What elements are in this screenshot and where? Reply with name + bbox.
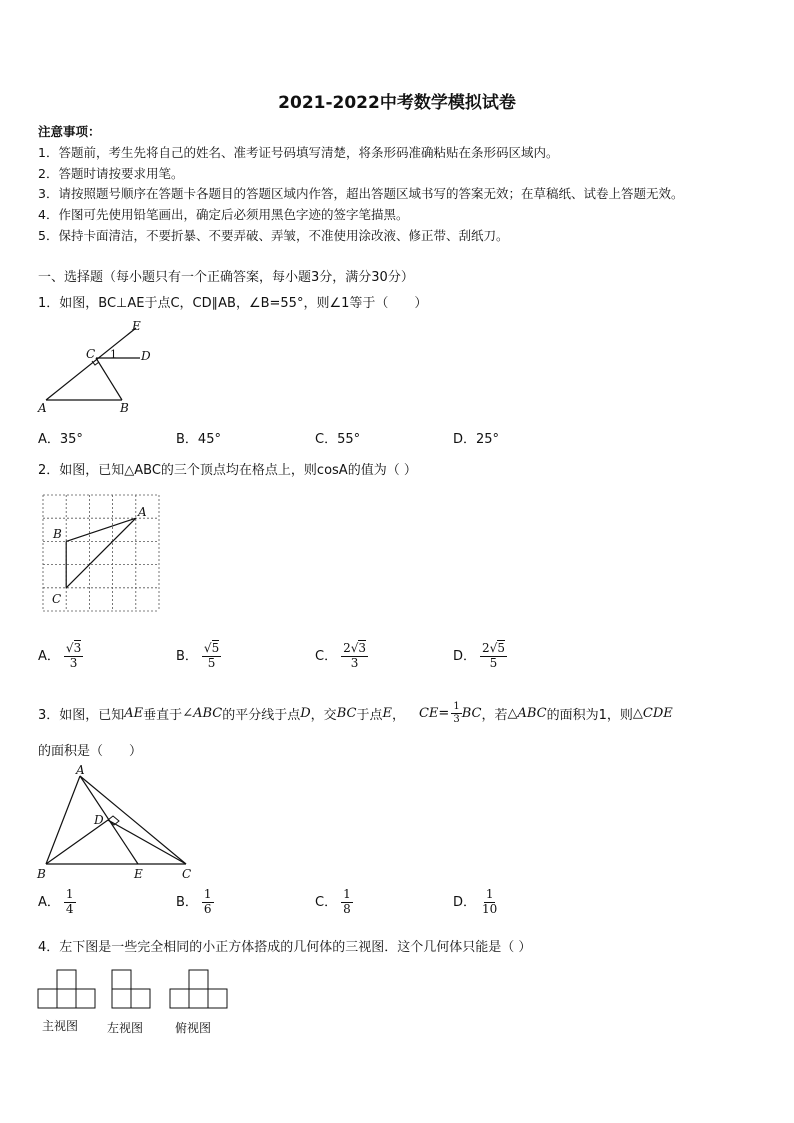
q1-option-d: D．25° [453, 432, 500, 447]
front-view [38, 970, 95, 1008]
q2-option-a: A． $\frac{√3}{3}$ [38, 641, 82, 670]
label-c: C [52, 592, 62, 606]
left-view [112, 970, 150, 1008]
q1-option-b: B．45° [176, 432, 221, 447]
note-item: 2．答题时请按要求用笔。 [38, 166, 184, 181]
q4-three-views [36, 966, 236, 1016]
side-ac [66, 518, 136, 588]
question-2-stem: 2．如图，已知△ABC的三个顶点均在格点上，则cosA的值为（ ） [38, 463, 417, 478]
label-b: B [37, 867, 46, 881]
top-view [170, 970, 227, 1008]
label-c: C [86, 347, 96, 361]
q3-option-a: A． $\frac{1}{4}$ [38, 887, 74, 916]
left-view-label: 左视图 [107, 1021, 144, 1035]
line-bc [96, 358, 122, 400]
front-view-label: 主视图 [42, 1019, 79, 1033]
label-e: E [134, 867, 143, 881]
label-b: B [53, 527, 62, 541]
top-view-label: 俯视图 [175, 1021, 212, 1035]
label-angle-1: 1 [110, 348, 117, 361]
q1-option-a: A．35° [38, 432, 83, 447]
label-a: A [138, 505, 147, 519]
segment-dc [108, 820, 186, 864]
question-3-stem: 3．如图，已知 AE 垂直于 ∠ABC 的平分线于点 D ，交 BC 于点 E ， CE = $\frac{1}{3}$ BC ，若 △ABC 的面积为1，则 △CDE [38, 701, 673, 725]
q2-option-c: C． $\frac{2√3}{3}$ [315, 641, 367, 670]
question-3-stem-line2: 的面积是（ ） [38, 744, 143, 759]
label-d: D [94, 813, 104, 827]
q3-option-d: D． $\frac{1}{10}$ [453, 887, 498, 916]
q2-option-b: B． $\frac{√5}{5}$ [176, 641, 220, 670]
q3-option-b: B． $\frac{1}{6}$ [176, 887, 212, 916]
line-ae [46, 328, 136, 400]
label-a: A [76, 763, 85, 777]
label-e: E [132, 319, 141, 333]
note-item: 3．请按照题号顺序在答题卡各题目的答题区域内作答，超出答题区域书写的答案无效；在草稿纸、试卷上答题无效。 [38, 186, 684, 201]
page-title: 2021-2022中考数学模拟试卷 [278, 93, 516, 113]
label-c: C [182, 867, 192, 881]
q1-option-c: C．55° [315, 432, 361, 447]
label-a: A [38, 401, 47, 415]
q2-option-d: D． $\frac{2√5}{5}$ [453, 641, 505, 670]
label-d: D [141, 349, 151, 363]
side-ab [46, 776, 80, 864]
q1-figure [36, 318, 166, 418]
q3-figure [34, 762, 204, 884]
note-item: 1．答题前，考生先将自己的姓名、准考证号码填写清楚，将条形码准确粘贴在条形码区域内。 [38, 145, 559, 160]
note-item: 5．保持卡面清洁，不要折暴、不要弄破、弄皱，不准使用涂改液、修正带、刮纸刀。 [38, 228, 509, 243]
q2-grid-figure [40, 492, 165, 617]
question-1-stem: 1．如图，BC⊥AE于点C，CD∥AB，∠B=55°，则∠1等于（ ） [38, 296, 428, 311]
question-4-stem: 4．左下图是一些完全相同的小正方体搭成的几何体的三视图．这个几何体只能是（ ） [38, 940, 532, 955]
side-ab [66, 518, 136, 541]
q3-option-c: C． $\frac{1}{8}$ [315, 887, 351, 916]
label-b: B [120, 401, 129, 415]
note-item: 4．作图可先使用铅笔画出，确定后必须用黑色字迹的签字笔描黑。 [38, 207, 409, 222]
section-heading: 一、选择题（每小题只有一个正确答案，每小题3分，满分30分） [38, 270, 414, 285]
notes-heading: 注意事项： [38, 124, 101, 139]
